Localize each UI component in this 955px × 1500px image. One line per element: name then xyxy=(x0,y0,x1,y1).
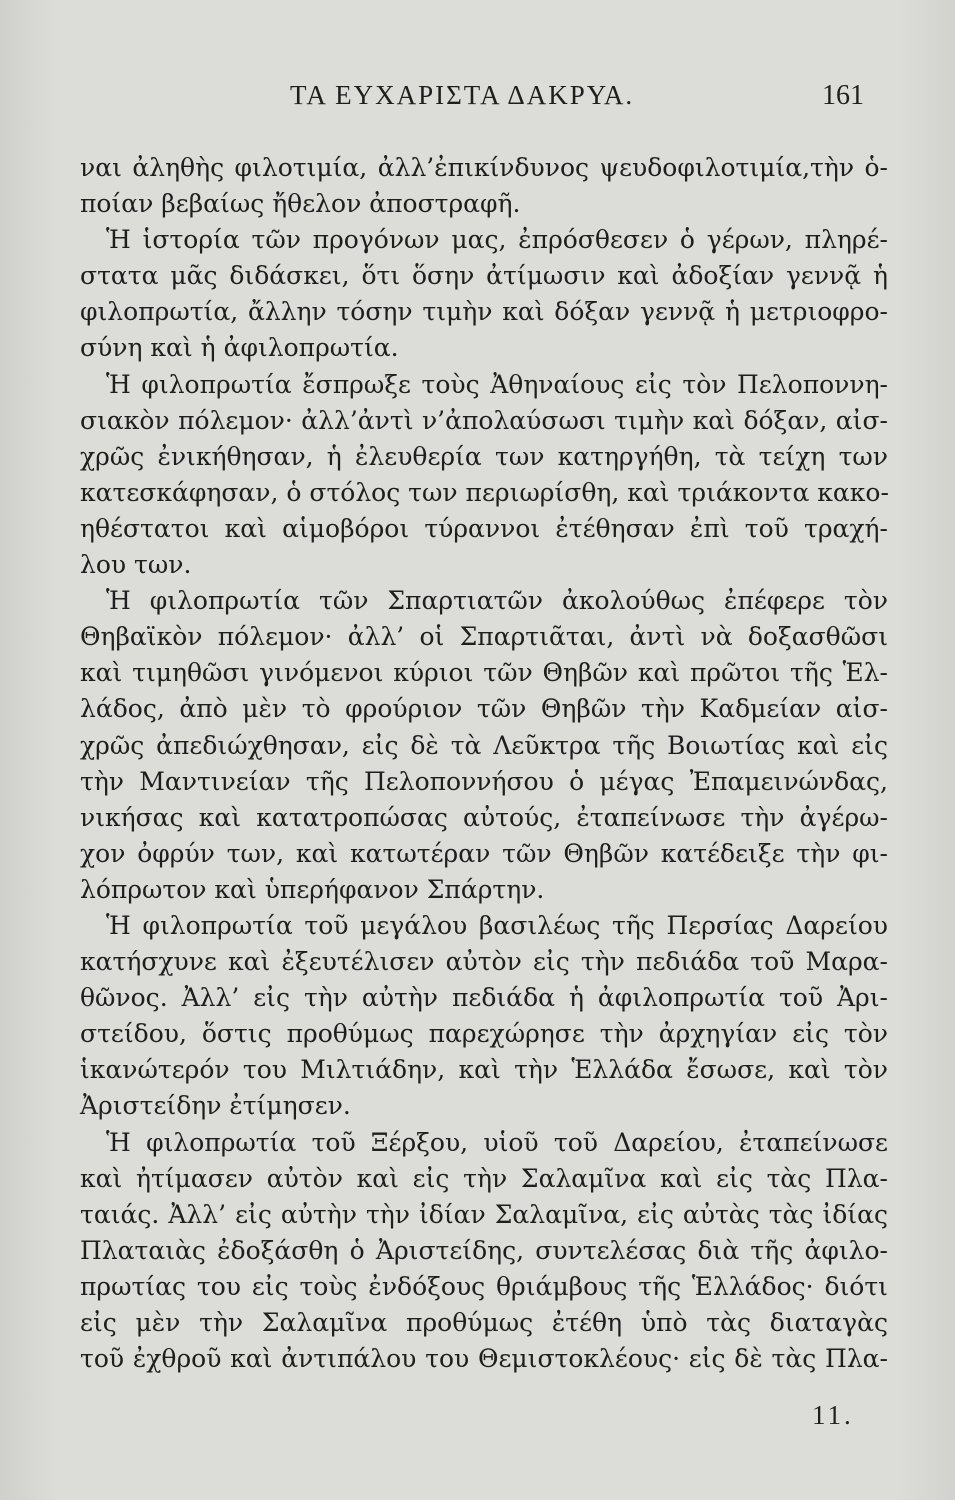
text-line: λάδος, ἀπὸ μὲν τὸ φρούριον τῶν Θηβῶν τὴν Καδμείαν αἰσ- xyxy=(80,694,888,724)
text-line: θῶνος. Ἀλλ’ εἰς τὴν αὐτὴν πεδιάδα ἡ ἀφιλοπρωτία τοῦ Ἀρι- xyxy=(80,983,888,1013)
text-line: σύνη καὶ ἡ ἀφιλοπρωτία. xyxy=(80,333,399,363)
text-line: Ἡ φιλοπρωτία τοῦ Ξέρξου, υἱοῦ τοῦ Δαρείου, ἐταπείνωσε xyxy=(106,1127,888,1157)
running-title: ΤΑ ΕΥΧΑΡΙΣΤΑ ΔΑΚΡΥΑ. xyxy=(290,80,635,110)
text-line: εἰς μὲν τὴν Σαλαμῖνα προθύμως ἐτέθη ὑπὸ τὰς διαταγὰς xyxy=(80,1308,888,1337)
text-line: νικήσας καὶ κατατροπώσας αὐτούς, ἐταπείνωσε τὴν ἀγέρω- xyxy=(80,802,888,832)
text-line: στατα μᾶς διδάσκει, ὅτι ὅσην ἀτίμωσιν καὶ ἀδοξίαν γεννᾷ ἡ xyxy=(80,261,888,291)
text-line: Ἀριστείδην ἐτίμησεν. xyxy=(80,1091,351,1121)
text-line: ηθέστατοι καὶ αἱμοβόροι τύραννοι ἐτέθησαν ἐπὶ τοῦ τραχή- xyxy=(80,513,888,543)
text-line: Πλαταιὰς ἐδοξάσθη ὁ Ἀριστείδης, συντελέσας διὰ τῆς ἀφιλο- xyxy=(80,1235,888,1265)
body-text xyxy=(80,150,888,1377)
text-line: χον ὀφρύν των, καὶ κατωτέραν τῶν Θηβῶν κατέδειξε τὴν φι- xyxy=(80,838,888,868)
text-line: στείδου, ὅστις προθύμως παρεχώρησε τὴν ἀρχηγίαν εἰς τὸν xyxy=(80,1019,888,1049)
text-line: λου των. xyxy=(80,550,192,580)
text-line: Ἡ ἱστορία τῶν προγόνων μας, ἐπρόσθεσεν ὁ γέρων, πληρέ- xyxy=(106,225,888,255)
text-line: ποίαν βεβαίως ἤθελον ἀποστραφῆ. xyxy=(80,189,521,219)
text-line: χρῶς ἀπεδιώχθησαν, εἰς δὲ τὰ Λεῦκτρα τῆς Βοιωτίας καὶ εἰς xyxy=(80,730,888,760)
text-line: ναι ἀληθὴς φιλοτιμία, ἀλλ’ἐπικίνδυνος ψευδοφιλοτιμία,τὴν ὁ- xyxy=(80,153,888,182)
text-line: σιακὸν πόλεμον· ἀλλ’ἀντὶ ν’ἀπολαύσωσι τιμὴν καὶ δόξαν, αἰσ- xyxy=(80,405,888,435)
running-head xyxy=(0,72,955,112)
signature-mark: 11. xyxy=(812,1400,854,1430)
text-line: φιλοπρωτία, ἄλλην τόσην τιμὴν καὶ δόξαν γεννᾷ ἡ μετριοφρο- xyxy=(80,297,888,327)
text-line: λόπρωτον καὶ ὑπερήφανον Σπάρτην. xyxy=(80,874,545,904)
text-line: Ἡ φιλοπρωτία τῶν Σπαρτιατῶν ἀκολούθως ἐπέφερε τὸν xyxy=(106,586,888,616)
text-line: κατεσκάφησαν, ὁ στόλος των περιωρίσθη, καὶ τριάκοντα κακο- xyxy=(80,477,889,507)
page-number: 161 xyxy=(822,80,864,111)
text-line: Ἡ φιλοπρωτία ἔσπρωξε τοὺς Ἀθηναίους εἰς τὸν Πελοποννη- xyxy=(106,369,888,399)
text-line: πρωτίας του εἰς τοὺς ἐνδόξους θριάμβους τῆς Ἑλλάδος· διότι xyxy=(80,1271,888,1301)
text-line: χρῶς ἐνικήθησαν, ἡ ἐλευθερία των κατηργήθη, τὰ τείχη των xyxy=(80,441,888,471)
text-line: ἱκανώτερόν του Μιλτιάδην, καὶ τὴν Ἑλλάδα ἔσωσε, καὶ τὸν xyxy=(80,1055,888,1085)
text-line: ταιάς. Ἀλλ’ εἰς αὐτὴν τὴν ἰδίαν Σαλαμῖνα, εἰς αὐτὰς τὰς ἰδίας xyxy=(80,1199,888,1229)
text-line: καὶ τιμηθῶσι γινόμενοι κύριοι τῶν Θηβῶν καὶ πρῶτοι τῆς Ἑλ- xyxy=(80,658,888,688)
text-line: κατήσχυνε καὶ ἐξευτέλισεν αὐτὸν εἰς τὴν πεδιάδα τοῦ Μαρα- xyxy=(80,947,888,977)
text-line: Θηβαϊκὸν πόλεμον· ἀλλ’ οἱ Σπαρτιᾶται, ἀντὶ νὰ δοξασθῶσι xyxy=(80,622,888,652)
text-line: τοῦ ἐχθροῦ καὶ ἀντιπάλου του Θεμιστοκλέους· εἰς δὲ τὰς Πλα- xyxy=(80,1344,888,1374)
text-line: καὶ ἠτίμασεν αὐτὸν καὶ εἰς τὴν Σαλαμῖνα καὶ εἰς τὰς Πλα- xyxy=(80,1163,888,1193)
text-line: τὴν Μαντινείαν τῆς Πελοποννήσου ὁ μέγας Ἐπαμεινώνδας, xyxy=(80,766,888,796)
text-line: Ἡ φιλοπρωτία τοῦ μεγάλου βασιλέως τῆς Περσίας Δαρείου xyxy=(106,910,888,940)
